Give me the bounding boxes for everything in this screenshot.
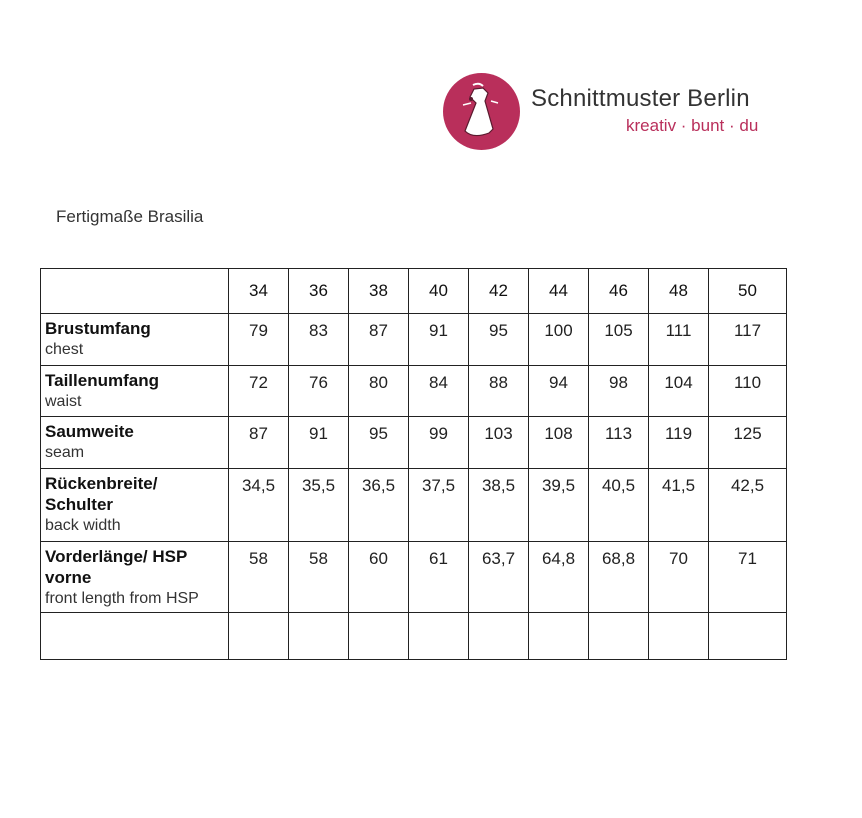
table-cell: 58	[289, 542, 349, 613]
table-cell: 110	[709, 366, 787, 417]
table-header-row	[41, 269, 787, 314]
table-cell: 41,5	[649, 469, 709, 542]
row-label-en: back width	[45, 517, 121, 534]
table-cell: 40,5	[589, 469, 649, 542]
table-cell-empty	[709, 613, 787, 660]
table-cell: 61	[409, 542, 469, 613]
table-cell: 68,8	[589, 542, 649, 613]
brand-logo	[443, 73, 520, 150]
table-cell-empty	[529, 613, 589, 660]
table-cell: 35,5	[289, 469, 349, 542]
table-cell: 119	[649, 417, 709, 469]
table-row	[41, 542, 787, 613]
table-row	[41, 366, 787, 417]
table-cell: 95	[349, 417, 409, 469]
table-cell: 103	[469, 417, 529, 469]
table-row	[41, 314, 787, 366]
table-cell: 84	[409, 366, 469, 417]
row-label	[41, 469, 229, 542]
size-header: 50	[709, 269, 787, 314]
brand-tagline: kreativ · bunt · du	[626, 116, 759, 135]
table-cell-empty	[469, 613, 529, 660]
size-table	[40, 268, 787, 660]
size-header: 40	[409, 269, 469, 314]
table-cell: 94	[529, 366, 589, 417]
row-label-en: seam	[45, 444, 85, 461]
table-row	[41, 469, 787, 542]
table-cell: 125	[709, 417, 787, 469]
table-cell: 87	[229, 417, 289, 469]
table-row-empty	[41, 613, 787, 660]
table-cell: 70	[649, 542, 709, 613]
table-cell: 91	[409, 314, 469, 366]
size-header: 44	[529, 269, 589, 314]
table-cell: 80	[349, 366, 409, 417]
table-cell: 60	[349, 542, 409, 613]
row-label	[41, 314, 229, 366]
table-cell: 76	[289, 366, 349, 417]
size-header: 46	[589, 269, 649, 314]
table-cell-empty	[289, 613, 349, 660]
row-label-de: Brustumfang	[45, 319, 151, 338]
table-cell-empty	[41, 613, 229, 660]
brand-name: Schnittmuster Berlin	[531, 85, 750, 112]
table-cell-empty	[409, 613, 469, 660]
table-cell: 38,5	[469, 469, 529, 542]
row-label-de: Taillenumfang	[45, 371, 159, 390]
table-row	[41, 417, 787, 469]
table-cell: 36,5	[349, 469, 409, 542]
table-cell: 87	[349, 314, 409, 366]
table-cell: 64,8	[529, 542, 589, 613]
table-cell: 71	[709, 542, 787, 613]
size-header: 34	[229, 269, 289, 314]
table-cell: 108	[529, 417, 589, 469]
table-cell: 83	[289, 314, 349, 366]
table-cell: 100	[529, 314, 589, 366]
table-cell: 34,5	[229, 469, 289, 542]
size-header: 42	[469, 269, 529, 314]
table-cell: 39,5	[529, 469, 589, 542]
header-empty-cell	[41, 269, 229, 314]
row-label-en: front length from HSP	[45, 590, 199, 607]
row-label-de: Vorderlänge/ HSP vorne	[45, 547, 188, 587]
table-cell-empty	[349, 613, 409, 660]
table-cell: 63,7	[469, 542, 529, 613]
table-cell: 37,5	[409, 469, 469, 542]
table-cell-empty	[589, 613, 649, 660]
table-cell: 58	[229, 542, 289, 613]
table-cell: 99	[409, 417, 469, 469]
row-label-en: chest	[45, 341, 84, 358]
page-title: Fertigmaße Brasilia	[56, 207, 204, 226]
row-label-de: Saumweite	[45, 422, 134, 441]
table-cell: 104	[649, 366, 709, 417]
table-cell: 91	[289, 417, 349, 469]
table-cell: 95	[469, 314, 529, 366]
row-label	[41, 417, 229, 469]
table-cell: 88	[469, 366, 529, 417]
table-cell-empty	[229, 613, 289, 660]
table-cell: 98	[589, 366, 649, 417]
table-cell: 72	[229, 366, 289, 417]
table-cell: 79	[229, 314, 289, 366]
table-cell: 117	[709, 314, 787, 366]
row-label-en: waist	[45, 393, 82, 410]
table-cell: 105	[589, 314, 649, 366]
dress-icon	[443, 73, 520, 150]
row-label	[41, 366, 229, 417]
table-cell: 113	[589, 417, 649, 469]
row-label	[41, 542, 229, 613]
size-header: 38	[349, 269, 409, 314]
table-cell: 111	[649, 314, 709, 366]
table-cell: 42,5	[709, 469, 787, 542]
size-header: 48	[649, 269, 709, 314]
table-cell-empty	[649, 613, 709, 660]
row-label-de: Rückenbreite/ Schulter	[45, 474, 158, 514]
size-header: 36	[289, 269, 349, 314]
